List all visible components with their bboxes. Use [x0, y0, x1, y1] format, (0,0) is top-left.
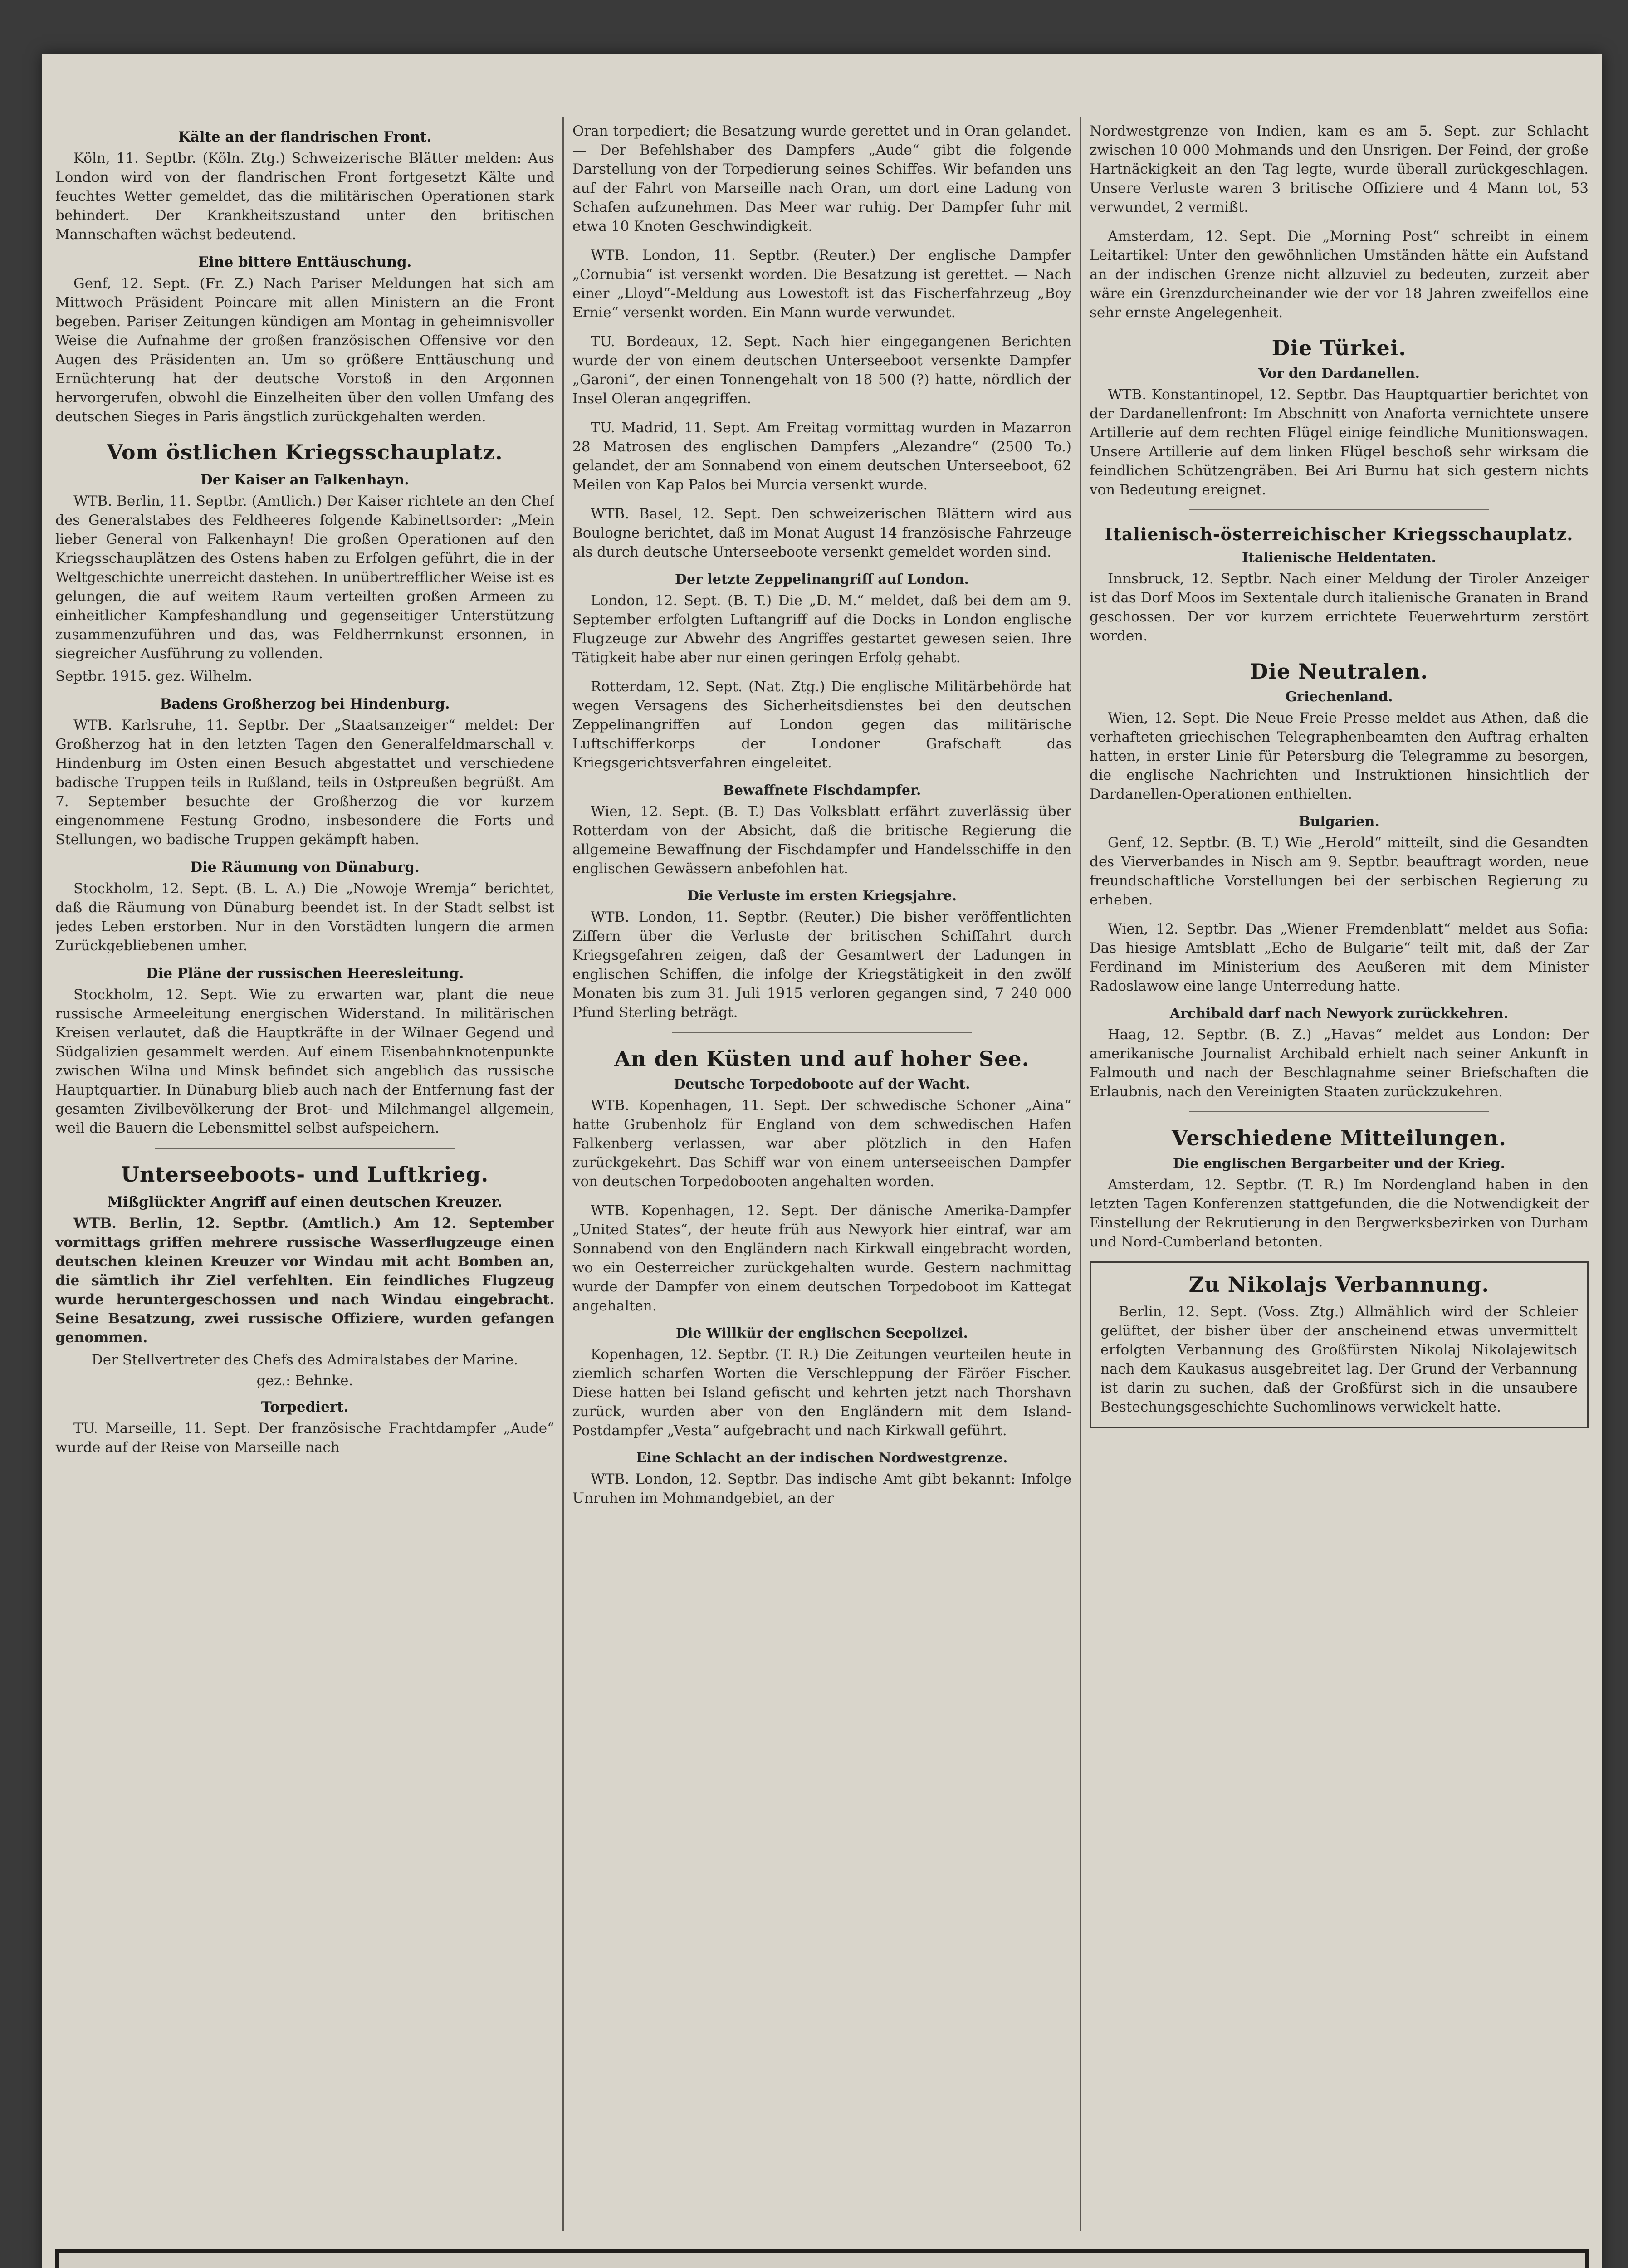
- article-body: Wien, 12. Sept. (B. T.) Das Volksblatt erfährt zuverlässig über Rotterdam von der Absicht, daß die britische Regierung die allgemeine Bewaffnung der Fischdampfer und Handelsschiffe in den englischen Gewässern anbefohlen hat.: [572, 803, 1071, 877]
- column-divider: [562, 117, 564, 2231]
- section-title: An den Küsten und auf hoher See.: [614, 1046, 1030, 1071]
- article-headline: Badens Großherzog bei Hindenburg.: [160, 696, 450, 712]
- column-1: [55, 122, 554, 2231]
- article-headline: Italienische Heldentaten.: [1242, 550, 1437, 566]
- article-headline: Griechenland.: [1285, 689, 1393, 705]
- article: [1090, 366, 1589, 499]
- signature: gez.: Behnke.: [256, 1373, 353, 1389]
- article-body: Haag, 12. Septbr. (B. Z.) „Havas“ meldet aus London: Der amerikanische Journalist Archibald erhielt nach seiner Ankunft in Falmouth und nach der Beschlagnahme seiner Briefschaften die Erlaubnis, nach den Vereinigten Staaten zurückzukehren.: [1090, 1026, 1589, 1100]
- section-title: Die Neutralen.: [1250, 659, 1428, 684]
- article-headline: Die Pläne der russischen Heeresleitung.: [146, 965, 464, 982]
- article-body: London, 12. Sept. (B. T.) Die „D. M.“ meldet, daß bei dem am 9. September erfolgten Luftangriff auf die Docks in London englische Flugzeuge zur Abwehr des Angriffes gestartet gewesen seien. Ihre Tätigkeit habe aber nur einen geringen Erfolg gehabt.: [572, 592, 1071, 666]
- article-body: WTB. London, 12. Septbr. Das indische Amt gibt bekannt: Infolge Unruhen im Mohmandgebiet, an der: [572, 1471, 1071, 1506]
- article: [1090, 1156, 1589, 1251]
- article-headline: Die Willkür der englischen Seepolizei.: [675, 1325, 968, 1341]
- article-body: Genf, 12. Sept. (Fr. Z.) Nach Pariser Meldungen hat sich am Mittwoch Präsident Poincare mit allen Ministern an die Front begeben. Pariser Zeitungen kündigen am Montag in geheimnisvoller Weise die Aufnahme der großen französischen Offensive vor den Augen des Präsidenten an. Um so größere Enttäuschung und Ernüchterung hat der deutsche Vorstoß in den Argonnen hervorgerufen, obwohl die Einzelheiten über den vollen Umfang des deutschen Sieges in Paris ängstlich zurückgehalten werden.: [55, 275, 554, 425]
- article-headline: Archibald darf nach Newyork zurückkehren.: [1169, 1006, 1509, 1022]
- section-title: Verschiedene Mitteilungen.: [1171, 1126, 1507, 1150]
- article: [1090, 814, 1589, 909]
- article: [572, 677, 1071, 772]
- article-body: Innsbruck, 12. Septbr. Nach einer Meldung der Tiroler Anzeiger ist das Dorf Moos im Sextentale durch italienische Granaten in Brand geschossen. Der vor kurzem errichtete Feuerwehrturm zerstört worden.: [1090, 571, 1589, 644]
- article-body: TU. Madrid, 11. Sept. Am Freitag vormittag wurden in Mazarron 28 Matrosen des englischen Dampfers „Alezandre“ (2500 To.) gelandet, der am Sonnabend von einem deutschen Unterseeboot, 62 Meilen von Kap Palos bei Murcia versenkt wurde.: [572, 420, 1071, 493]
- article-body: Stockholm, 12. Sept. (B. L. A.) Die „Nowoje Wremja“ berichtet, daß die Räumung von Dünaburg beendet ist. In der Stadt selbst ist jedes Leben erstorben. Nur in den Vorstädten lungern die armen Zurückgebliebenen umher.: [55, 880, 554, 954]
- column-2: [572, 122, 1071, 2231]
- article-signature: Septbr. 1915. gez. Wilhelm.: [55, 668, 253, 684]
- article: [572, 1201, 1071, 1315]
- article: [572, 1076, 1071, 1191]
- article: [1090, 689, 1589, 804]
- article-body: Wien, 12. Septbr. Das „Wiener Fremdenblatt“ meldet aus Sofia: Das hiesige Amtsblatt „Echo de Bulgarie“ teilt mit, daß der Zar Ferdinand im Ministerium des Aeußeren mit dem Minister Radoslawow eine lange Unterredung hatte.: [1090, 921, 1589, 994]
- article: [572, 888, 1071, 1022]
- osram-advertisement: [55, 2249, 1589, 2268]
- article: [55, 1194, 554, 1389]
- newspaper-page: [42, 54, 1602, 2268]
- article-body: TU. Bordeaux, 12. Sept. Nach hier eingegangenen Berichten wurde der von einem deutschen Unterseeboot versenkte Dampfer „Garoni“, der einen Tonnengehalt von 18 500 (?) hatte, nördlich der Insel Oleran angegriffen.: [572, 333, 1071, 407]
- article-headline: Torpediert.: [261, 1399, 349, 1415]
- article-headline: Der Kaiser an Falkenhayn.: [200, 472, 410, 488]
- article: [55, 1399, 554, 1457]
- article: [55, 859, 554, 955]
- article-body: Genf, 12. Septbr. (B. T.) Wie „Herold“ mitteilt, sind die Gesandten des Vierverbandes in Nisch am 9. Septbr. beauftragt worden, neue freundschaftliche Vorstellungen bei der serbischen Regierung zu erheben.: [1090, 835, 1589, 908]
- article-body: WTB. Berlin, 12. Septbr. (Amtlich.) Am 12. September vormittags griffen mehrere russische Wasserflugzeuge einen deutschen kleinen Kreuzer vor Windau mit acht Bomben an, die sämtlich ihr Ziel verfehlten. Ein feindliches Flugzeug wurde heruntergeschossen und nach Windau eingebracht. Seine Besatzung, zwei russische Offiziere, wurden gefangen genommen.: [55, 1215, 554, 1346]
- article-headline: Kälte an der flandrischen Front.: [178, 129, 432, 145]
- article-body: Kopenhagen, 12. Septbr. (T. R.) Die Zeitungen veurteilen heute in ziemlich scharfen Worten die Verschleppung der Färöer Fischer. Diese hatten bei Island gefischt und kehrten jetzt nach Thorshavn zurück, wurden aber von den Engländern mit dem Island-Postdampfer „Vesta“ aufgebracht und nach Kirkwall geführt.: [572, 1346, 1071, 1439]
- article: [1090, 550, 1589, 645]
- section-title: Italienisch-österreichischer Kriegsschauplatz.: [1105, 524, 1574, 544]
- article: [55, 129, 554, 244]
- article-headline: Der letzte Zeppelinangriff auf London.: [675, 572, 969, 587]
- article-headline: Eine Schlacht an der indischen Nordwestgrenze.: [636, 1450, 1008, 1466]
- article-body: Wien, 12. Sept. Die Neue Freie Presse meldet aus Athen, daß die verhafteten griechischen Telegraphenbeamten den Auftrag erhalten hatten, in erster Linie für Petersburg die Telegramme zu besorgen, die englische Nachrichten und Instruktionen hinsichtlich der Dardanellen-Operationen enthielten.: [1090, 710, 1589, 802]
- article-headline: Die Räumung von Dünaburg.: [190, 859, 420, 875]
- article-body: WTB. Kopenhagen, 11. Sept. Der schwedische Schoner „Aina“ hatte Grubenholz für England von dem schwedischen Hafen Falkenberg verlassen, war aber plötzlich in den Hafen zurückgekehrt. Das Schiff war von einem unterseeischen Dampfer von deutschen Torpedobooten angehalten worden.: [572, 1097, 1071, 1190]
- article-headline: Eine bittere Enttäuschung.: [198, 254, 412, 270]
- article: [55, 965, 554, 1138]
- article: [1090, 1006, 1589, 1101]
- separator: [1189, 1111, 1489, 1112]
- column-divider: [1080, 117, 1081, 2231]
- article-body: Berlin, 12. Sept. (Voss. Ztg.) Allmählich wird der Schleier gelüftet, der bisher über der anscheinend etwas unvermittelt erfolgten Verbannung des Großfürsten Nikolaj Nikolajewitsch nach dem Kaukasus ausgebreitet lag. Der Grund der Verbannung ist darin zu suchen, daß der Großfürst sich in die unsaubere Bestechungsgeschichte Suchomlinows verwickelt hatte.: [1100, 1304, 1578, 1415]
- article-headline: Mißglückter Angriff auf einen deutschen Kreuzer.: [107, 1194, 503, 1210]
- article: [572, 1325, 1071, 1440]
- article-body: WTB. Berlin, 11. Septbr. (Amtlich.) Der Kaiser richtete an den Chef des Generalstabes des Feldheeres folgende Kabinettsorder: „Mein lieber General von Falkenhayn! Die großen Operationen auf den Kriegsschauplätzen des Ostens haben zu Erfolgen geführt, die in der Weltgeschichte unerreicht dastehen. In unübertrefflicher Weise ist es gelungen, die auf weitem Raum verteilten großen Armeen zu einheitlicher Kampfeshandlung und gegenseitiger Unterstützung zusammenzuführen und das, was Feldherrnkunst ersonnen, in siegreicher Ausführung zu vollenden.: [55, 493, 554, 662]
- article-body: WTB. London, 11. Septbr. (Reuter.) Der englische Dampfer „Cornubia“ ist versenkt worden. Die Besatzung ist gerettet. — Nach einer „Lloyd“-Meldung aus Lowestoft ist das Fischerfahrzeug „Boy Ernie“ versenkt worden. Ein Mann wurde verwundet.: [572, 247, 1071, 321]
- article: [572, 246, 1071, 322]
- article-headline: Vor den Dardanellen.: [1258, 366, 1420, 381]
- article: [572, 504, 1071, 562]
- article-body: Nordwestgrenze von Indien, kam es am 5. Sept. zur Schlacht zwischen 10 000 Mohmands und den Unsrigen. Der Feind, der große Hartnäckigkeit an den Tag legte, wurde überall zurückgeschlagen. Unsere Verluste waren 3 britische Offiziere und 4 Mann tot, 53 verwundet, 2 vermißt.: [1090, 123, 1589, 215]
- boxed-article: [1090, 1261, 1589, 1428]
- article: [55, 696, 554, 849]
- separator: [1189, 509, 1489, 510]
- section-title: Vom östlichen Kriegsschauplatz.: [107, 440, 503, 464]
- article-body: Stockholm, 12. Sept. Wie zu erwarten war, plant die neue russische Armeeleitung energischen Widerstand. In militärischen Kreisen verlautet, daß die Hauptkräfte in der Wilnaer Gegend und Südgalizien gesammelt werden. Auf einem Eisenbahnknotenpunkte zwischen Wilna und Minsk befindet sich angeblich das russische Hauptquartier. In Dünaburg blieb auch nach der Entfernung fast der gesamten Zivilbevölkerung der Brot- und Milchmangel allgemein, weil die Bauern die Lebensmittel selbst aufspeichern.: [55, 987, 554, 1136]
- article: [572, 418, 1071, 494]
- article-body: Oran torpediert; die Besatzung wurde gerettet und in Oran gelandet. — Der Befehlshaber des Dampfers „Aude“ gibt die folgende Darstellung von der Torpedierung seines Schiffes. Wir befanden uns auf der Fahrt von Marseille nach Oran, um dort eine Ladung von Schafen aufzunehmen. Das Meer war ruhig. Der Dampfer fuhr mit etwa 10 Knoten Geschwindigkeit.: [572, 123, 1071, 235]
- article-body: WTB. Karlsruhe, 11. Septbr. Der „Staatsanzeiger“ meldet: Der Großherzog hat in den letzten Tagen den Generalfeldmarschall v. Hindenburg im Osten einen Besuch abgestattet und verschiedene badische Truppen teils in Rußland, teils in Ostpreußen begrüßt. Am 7. September besuchte der Großherzog die vor kurzem eingenommene Festung Grodno, insbesondere die Forts und Stellungen, wo badische Truppen gekämpft haben.: [55, 717, 554, 848]
- article: [1090, 919, 1589, 996]
- section-title: Unterseeboots- und Luftkrieg.: [121, 1162, 489, 1187]
- section-title: Die Türkei.: [1271, 336, 1407, 360]
- article-headline: Die Verluste im ersten Kriegsjahre.: [687, 888, 957, 904]
- article-headline: Bewaffnete Fischdampfer.: [723, 782, 921, 798]
- article-body: Köln, 11. Septbr. (Köln. Ztg.) Schweizerische Blätter melden: Aus London wird von der flandrischen Front fortgesetzt Kälte und feuchtes Wetter gemeldet, das die militärischen Operationen stark behindert. Der Krankheitszustand unter den britischen Mannschaften wächst bedeutend.: [55, 150, 554, 243]
- article-body: Amsterdam, 12. Septbr. (T. R.) Im Nordengland haben in den letzten Tagen Konferenzen stattgefunden, die die Notwendigkeit der Einstellung der Rekrutierung in den Bergwerksbezirken von Durham und Nord-Cumberland betonten.: [1090, 1177, 1589, 1250]
- article-body: WTB. London, 11. Septbr. (Reuter.) Die bisher veröffentlichten Ziffern über die Verluste der britischen Schiffahrt durch Kriegsgefahren zeigen, daß der Gesamtwert der Ladungen in englischen Schiffen, die infolge der Kriegstätigkeit in den zwölf Monaten bis zum 31. Juli 1915 verloren gegangen sind, 7 240 000 Pfund Sterling beträgt.: [572, 909, 1071, 1021]
- article: [572, 572, 1071, 667]
- article-body: WTB. Konstantinopel, 12. Septbr. Das Hauptquartier berichtet von der Dardanellenfront: Im Abschnitt von Anaforta vernichtete unsere Artillerie auf dem rechten Flügel einige feindliche Munitionswagen. Unsere Artillerie auf dem linken Flügel beschoß sehr wirksam die feindlichen Schützengräben. Bei Ari Burnu hat sich gestern nichts von Bedeutung ereignet.: [1090, 386, 1589, 498]
- article: [572, 782, 1071, 878]
- article: [55, 254, 554, 426]
- article-headline: Bulgarien.: [1299, 814, 1379, 830]
- article: [572, 332, 1071, 408]
- separator: [672, 1032, 972, 1033]
- separator: [155, 1148, 455, 1149]
- article: [1090, 122, 1589, 217]
- article: [572, 1450, 1071, 1508]
- article-body: WTB. Kopenhagen, 12. Sept. Der dänische Amerika-Dampfer „United States“, der heute früh aus Newyork hier eintraf, war am Sonnabend von den Engländern nach Kirkwall eingebracht worden, wo ein Oesterreicher zurückgehalten wurde. Gestern nachmittag wurde der Dampfer von einem deutschen Torpedoboot im Kattegat angehalten.: [572, 1202, 1071, 1314]
- article: [1090, 227, 1589, 322]
- article-body: TU. Marseille, 11. Sept. Der französische Frachtdampfer „Aude“ wurde auf der Reise von Marseille nach: [55, 1420, 554, 1456]
- article-body: Amsterdam, 12. Sept. Die „Morning Post“ schreibt in einem Leitartikel: Unter den gewöhnlichen Umständen hätte ein Aufstand an der indischen Grenze nicht allzuviel zu bedeuten, zurzeit aber wäre ein Grenzdurcheinander wie der vor 18 Jahren zweifellos eine sehr ernste Angelegenheit.: [1090, 228, 1589, 321]
- article-headline: Deutsche Torpedoboote auf der Wacht.: [674, 1076, 970, 1092]
- article: [55, 472, 554, 686]
- article-headline: Die englischen Bergarbeiter und der Krieg.: [1173, 1156, 1506, 1172]
- column-3: [1090, 122, 1589, 2231]
- article-headline: Zu Nikolajs Verbannung.: [1188, 1272, 1490, 1297]
- article: [572, 122, 1071, 236]
- article-body: Rotterdam, 12. Sept. (Nat. Ztg.) Die englische Militärbehörde hat wegen Versagens des Sicherheitsdienstes bei den deutschen Zeppelinangriffen auf London gegen das militärische Luftschifferkorps der Londoner Grafschaft das Kriegsgerichtsverfahren eingeleitet.: [572, 679, 1071, 771]
- signature-role: Der Stellvertreter des Chefs des Admiralstabes der Marine.: [91, 1352, 518, 1368]
- article-body: WTB. Basel, 12. Sept. Den schweizerischen Blättern wird aus Boulogne berichtet, daß im Monat August 14 französische Fahrzeuge als durch deutsche Unterseeboote versenkt gemeldet worden sind.: [572, 506, 1071, 560]
